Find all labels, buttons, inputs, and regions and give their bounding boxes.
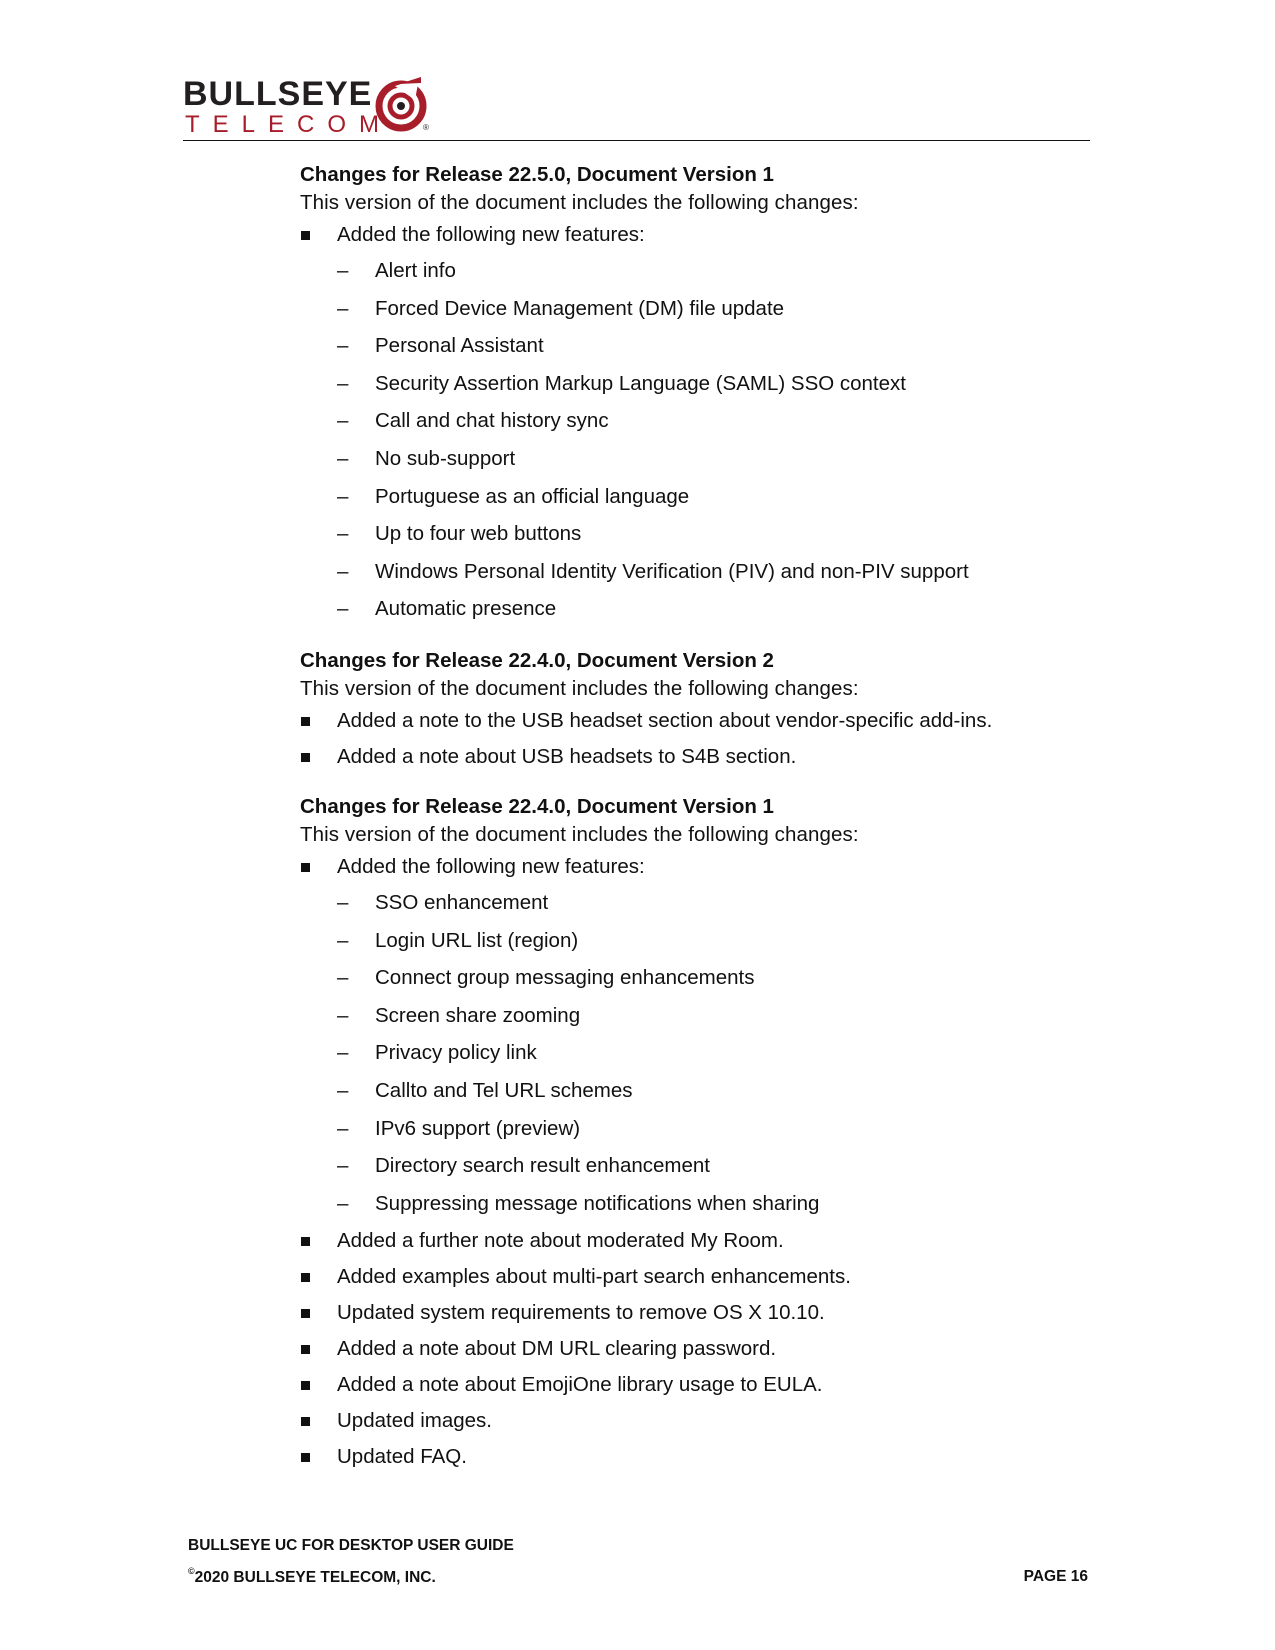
company-logo	[183, 74, 433, 140]
bullet-text: Added a note about DM URL clearing password.	[337, 1337, 777, 1361]
sub-item-text: Forced Device Management (DM) file update	[375, 296, 785, 320]
header-divider	[183, 140, 1090, 141]
sub-list-item	[300, 1078, 1090, 1116]
dash-bullet-icon: –	[337, 1078, 349, 1102]
sub-list-item	[300, 296, 1090, 334]
sub-list-item	[300, 1040, 1090, 1078]
bullet-text: Added the following new features:	[337, 223, 645, 246]
dash-bullet-icon: –	[337, 1116, 349, 1140]
bullet-text: Added a note about EmojiOne library usage to EULA.	[337, 1373, 823, 1397]
bullet-item	[300, 1300, 1090, 1336]
sub-item-text: Alert info	[375, 259, 456, 282]
copyright-text: 2020 BULLSEYE TELECOM, INC.	[194, 1569, 436, 1587]
section-intro: This version of the document includes the following changes:	[300, 191, 859, 214]
square-bullet-icon	[301, 863, 310, 872]
bullet-item	[300, 744, 1090, 780]
dash-bullet-icon: –	[337, 446, 349, 470]
document-body	[300, 162, 1090, 1480]
dash-bullet-icon: –	[337, 296, 349, 320]
sub-list-item	[300, 928, 1090, 966]
sub-item-text: Portuguese as an official language	[375, 484, 690, 508]
square-bullet-icon	[301, 1417, 310, 1426]
bullet-text: Added examples about multi-part search enhancements.	[337, 1265, 851, 1289]
section-spacer	[300, 634, 1090, 648]
dash-bullet-icon: –	[337, 597, 349, 621]
sub-item-text: Call and chat history sync	[375, 409, 609, 433]
square-bullet-icon	[301, 1309, 310, 1318]
bullseye-target-icon	[375, 74, 431, 132]
bullet-item	[300, 1336, 1090, 1372]
section-heading: Changes for Release 22.4.0, Document Version 2	[300, 648, 774, 672]
sub-list-item	[300, 559, 1090, 597]
bullet-item	[300, 708, 1090, 744]
sub-list-item	[300, 1153, 1090, 1191]
dash-bullet-icon: –	[337, 334, 349, 358]
dash-bullet-icon: –	[337, 890, 349, 914]
bullet-item	[300, 1264, 1090, 1300]
dash-bullet-icon: –	[337, 559, 349, 583]
section-heading: Changes for Release 22.5.0, Document Version 1	[300, 163, 774, 186]
page-number: PAGE 16	[1023, 1568, 1088, 1585]
bullet-item	[300, 1408, 1090, 1444]
section-intro: This version of the document includes the following changes:	[300, 822, 859, 846]
square-bullet-icon	[301, 231, 310, 240]
dash-bullet-icon: –	[337, 522, 349, 546]
sub-item-text: Personal Assistant	[375, 334, 544, 358]
sub-item-text: Automatic presence	[375, 597, 557, 621]
footer-copyright	[188, 1568, 436, 1587]
dash-bullet-icon: –	[337, 371, 349, 395]
dash-bullet-icon: –	[337, 966, 349, 990]
square-bullet-icon	[301, 1345, 310, 1354]
square-bullet-icon	[301, 1273, 310, 1282]
dash-bullet-icon: –	[337, 409, 349, 433]
dash-bullet-icon: –	[337, 1003, 349, 1027]
sub-item-text: Security Assertion Markup Language (SAML) SSO context	[375, 371, 906, 395]
sub-list-item	[300, 1003, 1090, 1041]
sub-item-text: Screen share zooming	[375, 1003, 581, 1027]
bullet-item	[300, 854, 1090, 890]
bullet-item	[300, 222, 1090, 258]
dash-bullet-icon: –	[337, 484, 349, 508]
square-bullet-icon	[301, 1237, 310, 1246]
sub-list-item	[300, 446, 1090, 484]
bullet-text: Updated system requirements to remove OS X 10.10.	[337, 1301, 825, 1325]
square-bullet-icon	[301, 1381, 310, 1390]
dash-bullet-icon: –	[337, 259, 349, 282]
sub-item-text: Up to four web buttons	[375, 522, 582, 546]
square-bullet-icon	[301, 717, 310, 726]
dash-bullet-icon: –	[337, 1041, 349, 1065]
bullet-item	[300, 1372, 1090, 1408]
bullet-text: Added a note to the USB headset section about vendor-specific add-ins.	[337, 708, 993, 732]
section-intro: This version of the document includes the following changes:	[300, 676, 859, 700]
sub-list-item	[300, 890, 1090, 928]
sub-item-text: Connect group messaging enhancements	[375, 966, 755, 990]
sub-list-item	[300, 1191, 1090, 1229]
sub-item-text: No sub-support	[375, 446, 516, 470]
dash-bullet-icon: –	[337, 1154, 349, 1178]
bullet-item	[300, 1228, 1090, 1264]
sub-item-text: SSO enhancement	[375, 890, 549, 914]
sub-list-item	[300, 333, 1090, 371]
bullet-text: Added a note about USB headsets to S4B section.	[337, 744, 797, 768]
sub-item-text: Suppressing message notifications when sharing	[375, 1191, 820, 1215]
sub-item-text: IPv6 support (preview)	[375, 1116, 581, 1140]
bullet-text: Updated images.	[337, 1409, 492, 1433]
copyright-symbol: ©	[188, 1566, 195, 1576]
square-bullet-icon	[301, 753, 310, 762]
sub-list-item	[300, 408, 1090, 446]
sub-item-text: Directory search result enhancement	[375, 1154, 710, 1178]
dash-bullet-icon: –	[337, 928, 349, 952]
bullet-item	[300, 1444, 1090, 1480]
logo-wordmark: BULLSEYE	[183, 75, 373, 113]
registered-mark: ®	[423, 123, 429, 132]
sub-list-item	[300, 1116, 1090, 1154]
bullet-text: Updated FAQ.	[337, 1445, 467, 1469]
section-spacer	[300, 780, 1090, 794]
bullet-text: Added a further note about moderated My Room.	[337, 1229, 784, 1253]
footer-guide-title: BULLSEYE UC FOR DESKTOP USER GUIDE	[188, 1537, 514, 1554]
sub-list-item	[300, 521, 1090, 559]
bullet-text: Added the following new features:	[337, 854, 645, 878]
logo-subword: TELECOM	[185, 111, 393, 138]
sub-list-item	[300, 965, 1090, 1003]
sub-item-text: Windows Personal Identity Verification (PIV) and non-PIV support	[375, 559, 969, 583]
sub-item-text: Callto and Tel URL schemes	[375, 1078, 633, 1102]
sub-list-item	[300, 371, 1090, 409]
sub-list-item	[300, 596, 1090, 634]
sub-item-text: Login URL list (region)	[375, 928, 579, 952]
sub-item-text: Privacy policy link	[375, 1041, 537, 1065]
dash-bullet-icon: –	[337, 1191, 349, 1215]
sub-list-item	[300, 258, 1090, 296]
section-heading: Changes for Release 22.4.0, Document Version 1	[300, 794, 774, 818]
square-bullet-icon	[301, 1453, 310, 1462]
sub-list-item	[300, 484, 1090, 522]
